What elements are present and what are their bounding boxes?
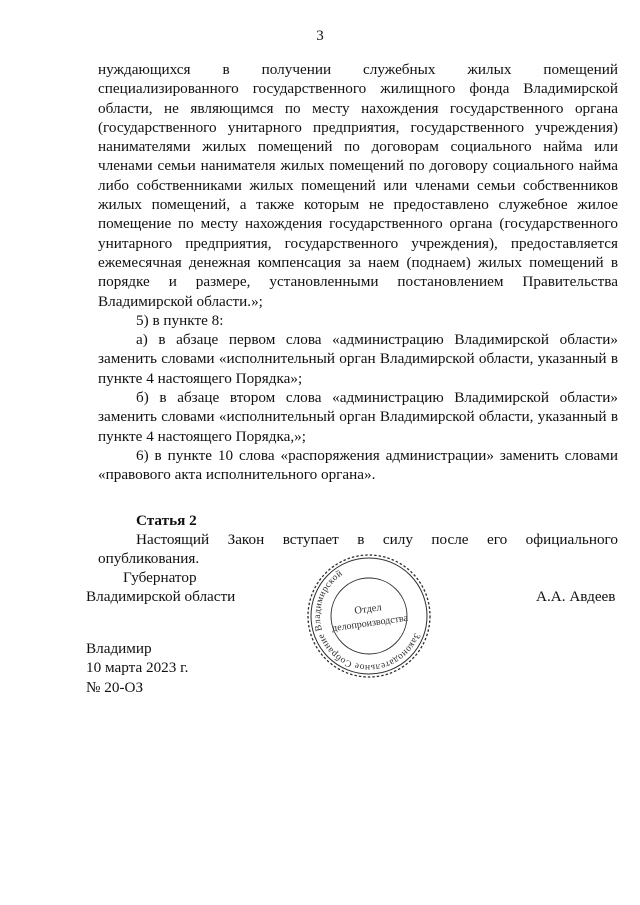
stamp-seal-icon xyxy=(305,552,433,680)
article-text: Настоящий Закон вступает в силу после его официального опубликования. xyxy=(98,530,618,568)
article-title: Статья 2 xyxy=(136,511,197,529)
signatory-position xyxy=(86,568,235,607)
paragraph-continuation: нуждающихся в получении служебных жилых помещений специализированного государственного жилищного фонда Владимирской области, не являющимся по месту нахождения государственного органа (государственного унитарного предприятия, государственного учреждения) нанимателями жилых помещений по договорам социального найма или членами семьи нанимателя жилых помещений по договору социального найма либо собственниками жилых помещений или членами семьи собственников жилых помещений, а также которым не предоставлено служебное жилое помещение по месту нахождения государственного органа (государственного унитарного предприятия, государственного учреждения), предоставляется ежемесячная денежная компенсация за наем (поднаем) жилых помещений в порядке и размере, установленными постановлением Правительства Владимирской области.»; xyxy=(98,61,618,310)
position-line-2: Владимирской области xyxy=(86,588,236,606)
date: 10 марта 2023 г. xyxy=(86,659,189,677)
paragraph-item-5a: а) в абзаце первом слова «администрацию Владимирской области» заменить словами «исполнительный орган Владимирской области, указанный в пункте 4 настоящего Порядка»; xyxy=(98,331,618,387)
body-text xyxy=(98,60,618,568)
place: Владимир xyxy=(86,640,152,657)
page-number: 3 xyxy=(316,28,324,44)
stamp-center-line-1: Отдел xyxy=(353,602,383,617)
place-date-block xyxy=(86,639,188,697)
position-line-1: Губернатор xyxy=(123,569,197,586)
signatory-name: А.А. Авдеев xyxy=(536,588,616,605)
office-stamp xyxy=(305,552,433,680)
paragraph-item-5b: б) в абзаце втором слова «администрацию Владимирской области» заменить словами «исполнительный орган Владимирской области, указанный в пункте 4 настоящего Порядка,»; xyxy=(98,389,618,445)
paragraph-item-6: 6) в пункте 10 слова «распоряжения администрации» заменить словами «правового акта исполнительного органа». xyxy=(98,446,618,484)
stamp-center-line-2: делопроизводства xyxy=(331,612,409,635)
paragraph-item-5: 5) в пункте 8: xyxy=(136,311,224,329)
stamp-arc-text: Законодательное Собрание Владимирской xyxy=(312,568,422,673)
law-number: № 20-ОЗ xyxy=(86,678,144,696)
